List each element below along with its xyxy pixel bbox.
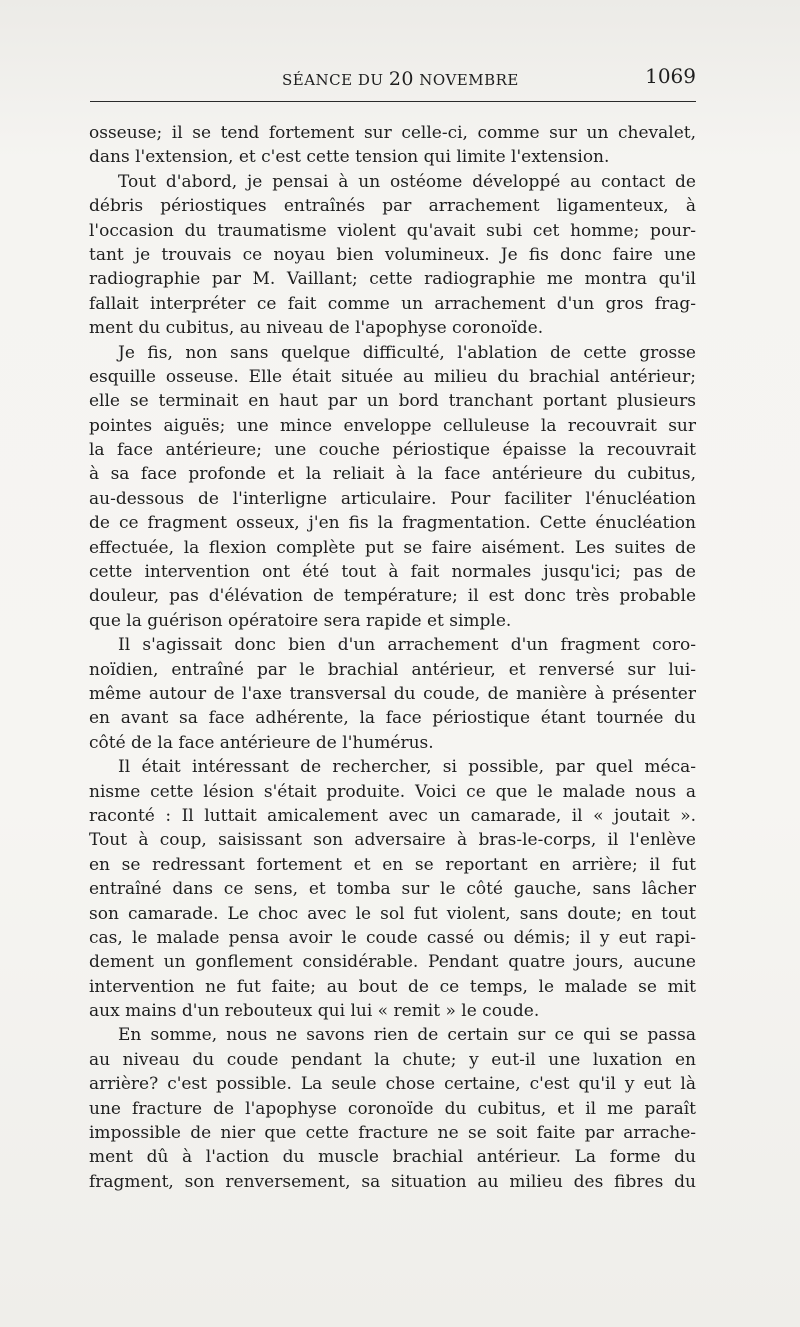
text-line: Il était intéressant de rechercher, si possible, par quel méca- xyxy=(118,757,696,778)
text-line: débris périostiques entraînés par arrachement ligamenteux, à xyxy=(89,196,696,217)
header-rule xyxy=(90,101,696,102)
text-line: l'occasion du traumatisme violent qu'avait subi cet homme; pour- xyxy=(89,220,696,241)
text-line: arrière? c'est possible. La seule chose certaine, c'est qu'il y eut là xyxy=(89,1074,696,1095)
text-line: tant je trouvais ce noyau bien volumineux. Je fis donc faire une xyxy=(89,244,696,265)
page-number: 1069 xyxy=(645,64,696,88)
text-line: Il s'agissait donc bien d'un arrachement d'un fragment coro- xyxy=(118,635,696,656)
text-line: ment dû à l'action du muscle brachial antérieur. La forme du xyxy=(89,1147,696,1168)
running-title-day: 20 xyxy=(388,68,415,90)
text-line: à sa face profonde et la reliait à la face antérieure du cubitus, xyxy=(89,464,696,485)
text-line: que la guérison opératoire sera rapide et simple. xyxy=(89,610,512,631)
text-line: nisme cette lésion s'était produite. Voici ce que le malade nous a xyxy=(89,781,696,802)
text-line: aux mains d'un rebouteux qui lui « remit » le coude. xyxy=(89,1001,540,1022)
text-line: radiographie par M. Vaillant; cette radiographie me montra qu'il xyxy=(89,269,696,290)
text-line: une fracture de l'apophyse coronoïde du cubitus, et il me paraît xyxy=(89,1098,696,1119)
text-line: cette intervention ont été tout à fait normales jusqu'ici; pas de xyxy=(89,562,696,583)
running-header xyxy=(90,62,696,92)
text-line: noïdien, entraîné par le brachial antérieur, et renversé sur lui- xyxy=(89,659,696,680)
text-line: Tout d'abord, je pensai à un ostéome développé au contact de xyxy=(118,171,696,192)
text-line: fallait interpréter ce fait comme un arrachement d'un gros frag- xyxy=(89,293,696,314)
running-title-suffix: NOVEMBRE xyxy=(414,71,519,89)
text-line: Tout à coup, saisissant son adversaire à bras-le-corps, il l'enlève xyxy=(89,830,696,851)
text-line: de ce fragment osseux, j'en fis la fragmentation. Cette énucléation xyxy=(89,513,696,534)
text-line: dans l'extension, et c'est cette tension qui limite l'extension. xyxy=(89,147,610,168)
text-line: douleur, pas d'élévation de température; il est donc très probable xyxy=(89,586,696,607)
text-line: fragment, son renversement, sa situation au milieu des fibres du xyxy=(89,1171,696,1192)
text-line: Je fis, non sans quelque difficulté, l'ablation de cette grosse xyxy=(118,342,696,363)
text-line: effectuée, la flexion complète put se faire aisément. Les suites de xyxy=(89,537,696,558)
text-line: cas, le malade pensa avoir le coude cassé ou démis; il y eut rapi- xyxy=(89,927,696,948)
text-line: raconté : Il luttait amicalement avec un camarade, il « joutait ». xyxy=(89,805,696,826)
text-line: En somme, nous ne savons rien de certain sur ce qui se passa xyxy=(118,1025,696,1046)
running-title xyxy=(282,68,519,90)
text-line: dement un gonflement considérable. Pendant quatre jours, aucune xyxy=(89,952,696,973)
text-line: au niveau du coude pendant la chute; y eut-il une luxation en xyxy=(89,1049,696,1070)
text-line: elle se terminait en haut par un bord tranchant portant plusieurs xyxy=(89,391,696,412)
running-title-prefix: SÉANCE DU xyxy=(282,71,389,89)
text-line: même autour de l'axe transversal du coude, de manière à présenter xyxy=(89,683,696,704)
text-line: ment du cubitus, au niveau de l'apophyse coronoïde. xyxy=(89,318,544,339)
body-text xyxy=(89,121,696,1194)
text-line: osseuse; il se tend fortement sur celle-ci, comme sur un chevalet, xyxy=(89,123,696,143)
text-line: au-dessous de l'interligne articulaire. Pour faciliter l'énucléation xyxy=(89,488,696,509)
text-line: en avant sa face adhérente, la face périostique étant tournée du xyxy=(89,708,696,729)
text-line: la face antérieure; une couche périostique épaisse la recouvrait xyxy=(89,440,696,461)
text-line: intervention ne fut faite; au bout de ce temps, le malade se mit xyxy=(89,976,696,997)
text-line: impossible de nier que cette fracture ne se soit faite par arrache- xyxy=(89,1123,696,1144)
text-line: pointes aiguës; une mince enveloppe celluleuse la recouvrait sur xyxy=(89,415,696,436)
text-line: côté de la face antérieure de l'humérus. xyxy=(89,732,434,753)
text-line: esquille osseuse. Elle était située au milieu du brachial antérieur; xyxy=(89,366,696,387)
text-line: en se redressant fortement et en se reportant en arrière; il fut xyxy=(89,854,696,875)
text-line: son camarade. Le choc avec le sol fut violent, sans doute; en tout xyxy=(89,903,696,924)
text-line: entraîné dans ce sens, et tomba sur le côté gauche, sans lâcher xyxy=(89,879,696,900)
